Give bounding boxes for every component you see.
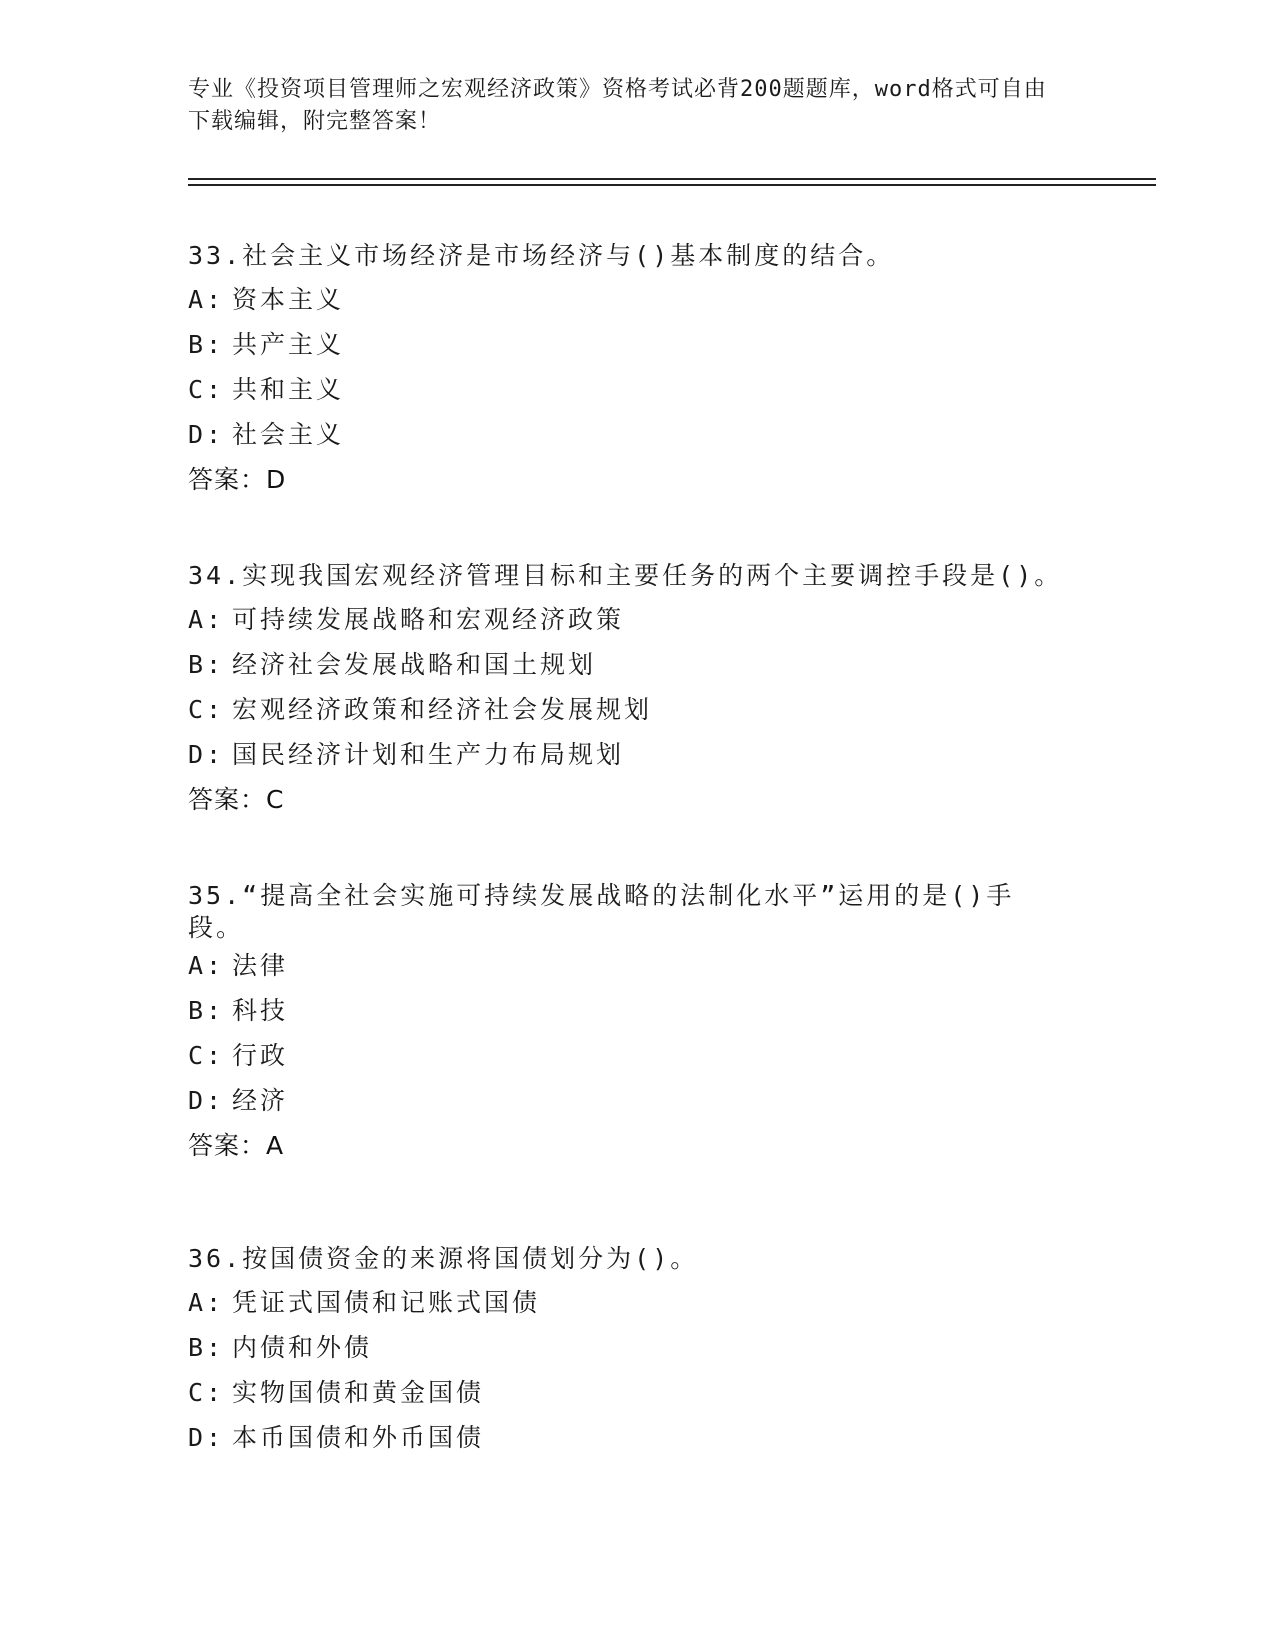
answer-value: A <box>266 1131 285 1160</box>
question-33 <box>188 240 1088 496</box>
document-title: 专业《投资项目管理师之宏观经济政策》资格考试必背200题题库，word格式可自由下载编辑，附完整答案！ <box>188 77 1047 134</box>
option-text: 共产主义 <box>232 330 345 359</box>
option-d <box>188 1085 1088 1117</box>
answer-line <box>188 1130 1088 1162</box>
option-text: 社会主义 <box>232 420 345 449</box>
option-text: 实物国债和黄金国债 <box>232 1378 485 1407</box>
answer-value: D <box>266 465 287 494</box>
option-text: 内债和外债 <box>232 1333 373 1362</box>
question-34 <box>188 560 1088 816</box>
option-a <box>188 1287 1088 1319</box>
option-a <box>188 604 1088 636</box>
option-letter: C: <box>188 1041 225 1070</box>
option-text: 宏观经济政策和经济社会发展规划 <box>232 695 653 724</box>
option-b <box>188 329 1088 361</box>
option-letter: A: <box>188 1288 225 1317</box>
option-letter: B: <box>188 650 225 679</box>
option-text: 凭证式国债和记账式国债 <box>232 1288 541 1317</box>
option-letter: C: <box>188 1378 225 1407</box>
question-stem: 33.社会主义市场经济是市场经济与()基本制度的结合。 <box>188 241 895 270</box>
option-a <box>188 950 1088 982</box>
answer-label: 答案： <box>188 785 267 814</box>
title-divider-bottom <box>188 184 1156 186</box>
option-text: 经济 <box>232 1086 289 1115</box>
option-d <box>188 419 1088 451</box>
option-d <box>188 739 1088 771</box>
option-letter: B: <box>188 1333 225 1362</box>
answer-label: 答案： <box>188 1131 267 1160</box>
option-c <box>188 694 1088 726</box>
option-text: 法律 <box>232 951 289 980</box>
option-letter: A: <box>188 605 225 634</box>
option-text: 可持续发展战略和宏观经济政策 <box>232 605 625 634</box>
option-letter: D: <box>188 1086 225 1115</box>
question-stem: 34.实现我国宏观经济管理目标和主要任务的两个主要调控手段是()。 <box>188 561 1063 590</box>
answer-line <box>188 464 1088 496</box>
answer-value: C <box>266 785 285 814</box>
option-b <box>188 649 1088 681</box>
option-d <box>188 1422 1088 1454</box>
answer-label: 答案： <box>188 465 267 494</box>
answer-line <box>188 784 1088 816</box>
option-letter: A: <box>188 951 225 980</box>
option-letter: A: <box>188 285 225 314</box>
option-b <box>188 995 1088 1027</box>
question-stem: 35.“提高全社会实施可持续发展战略的法制化水平”运用的是()手段。 <box>188 881 1015 942</box>
option-c <box>188 1040 1088 1072</box>
option-c <box>188 1377 1088 1409</box>
question-stem: 36.按国债资金的来源将国债划分为()。 <box>188 1244 699 1273</box>
option-letter: B: <box>188 996 225 1025</box>
option-letter: D: <box>188 1423 225 1452</box>
option-text: 本币国债和外币国债 <box>232 1423 485 1452</box>
option-text: 行政 <box>232 1041 289 1070</box>
title-divider-top <box>188 178 1156 180</box>
question-36 <box>188 1243 1088 1467</box>
option-text: 资本主义 <box>232 285 345 314</box>
option-letter: B: <box>188 330 225 359</box>
option-letter: D: <box>188 740 225 769</box>
option-text: 国民经济计划和生产力布局规划 <box>232 740 625 769</box>
option-text: 经济社会发展战略和国土规划 <box>232 650 597 679</box>
option-c <box>188 374 1088 406</box>
option-a <box>188 284 1088 316</box>
option-text: 共和主义 <box>232 375 345 404</box>
option-letter: C: <box>188 375 225 404</box>
option-letter: D: <box>188 420 225 449</box>
option-b <box>188 1332 1088 1364</box>
option-letter: C: <box>188 695 225 724</box>
option-text: 科技 <box>232 996 289 1025</box>
question-35 <box>188 880 1088 1162</box>
